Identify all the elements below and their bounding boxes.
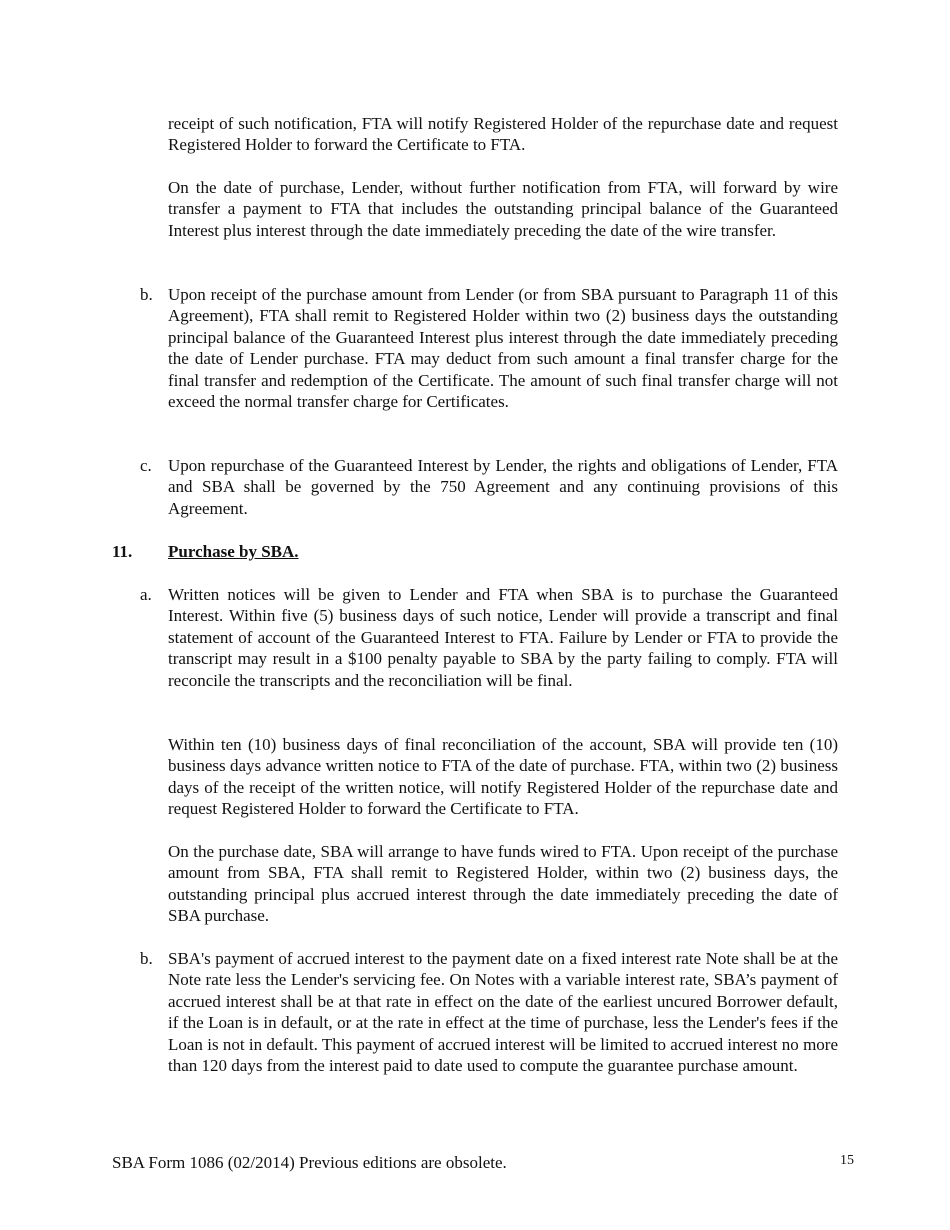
section11-item-b-text: SBA's payment of accrued interest to the payment date on a fixed interest rate Note shall be at the Note rate less the Lender's servicing fee. On Notes with a variable interest rate, SBA’s payment of accrued interest shall be at that rate in effect on the date of the earliest uncured Borrower default, if the Loan is in default, or at the rate in effect at the time of purchase, less the Lender's fees if the Loan is not in default. This payment of accrued interest will be limited to accrued interest no more than 120 days from the interest paid to date used to compute the guarantee purchase amount. xyxy=(168,949,838,1076)
continuation-paragraph-2: On the date of purchase, Lender, without further notification from FTA, will forward by wire transfer a payment to FTA that includes the outstanding principal balance of the Guaranteed Interest plus interest through the date immediately preceding the date of the wire transfer. xyxy=(168,178,838,240)
section10-item-c-text: Upon repurchase of the Guaranteed Interest by Lender, the rights and obligations of Lender, FTA and SBA shall be governed by the 750 Agreement and any continuing provisions of this Agreement. xyxy=(168,456,838,518)
list-marker-a: a. xyxy=(140,585,152,604)
section-11-number: 11. xyxy=(112,542,133,561)
section11-item-a-paragraph-1: Written notices will be given to Lender and FTA when SBA is to purchase the Guaranteed Interest. Within five (5) business days of such notice, Lender will provide a transcript and final statement of account of the Guaranteed Interest to FTA. Failure by Lender or FTA to provide the transcript may result in a $100 penalty payable to SBA by the party failing to comply. FTA will reconcile the transcripts and the reconciliation will be final. xyxy=(168,585,838,690)
section-11-title: Purchase by SBA. xyxy=(168,542,299,561)
continuation-paragraph-1: receipt of such notification, FTA will notify Registered Holder of the repurchase date and request Registered Holder to forward the Certificate to FTA. xyxy=(168,114,838,155)
list-marker-b-2: b. xyxy=(140,949,153,968)
list-marker-c: c. xyxy=(140,456,152,475)
footer-form-label: SBA Form 1086 (02/2014) Previous editions are obsolete. xyxy=(112,1153,507,1172)
page-number: 15 xyxy=(840,1153,854,1168)
section11-item-a-paragraph-2: Within ten (10) business days of final reconciliation of the account, SBA will provide ten (10) business days advance written notice to FTA of the date of purchase. FTA, within two (2) business days of the receipt of the written notice, will notify Registered Holder of the repurchase date and request Registered Holder to forward the Certificate to FTA. xyxy=(168,735,838,819)
section11-item-a-paragraph-3: On the purchase date, SBA will arrange to have funds wired to FTA. Upon receipt of the purchase amount from SBA, FTA shall remit to Registered Holder, within two (2) business days, the outstanding principal plus accrued interest through the date immediately preceding the date of SBA purchase. xyxy=(168,842,838,926)
section-11-heading xyxy=(112,541,299,562)
section10-item-b-text: Upon receipt of the purchase amount from Lender (or from SBA pursuant to Paragraph 11 of this Agreement), FTA shall remit to Registered Holder within two (2) business days the outstanding principal balance of the Guaranteed Interest plus interest through the date immediately preceding the date of Lender purchase. FTA may deduct from such amount a final transfer charge for the final transfer and redemption of the Certificate. The amount of such final transfer charge will not exceed the normal transfer charge for Certificates. xyxy=(168,285,838,412)
list-marker-b: b. xyxy=(140,285,153,304)
